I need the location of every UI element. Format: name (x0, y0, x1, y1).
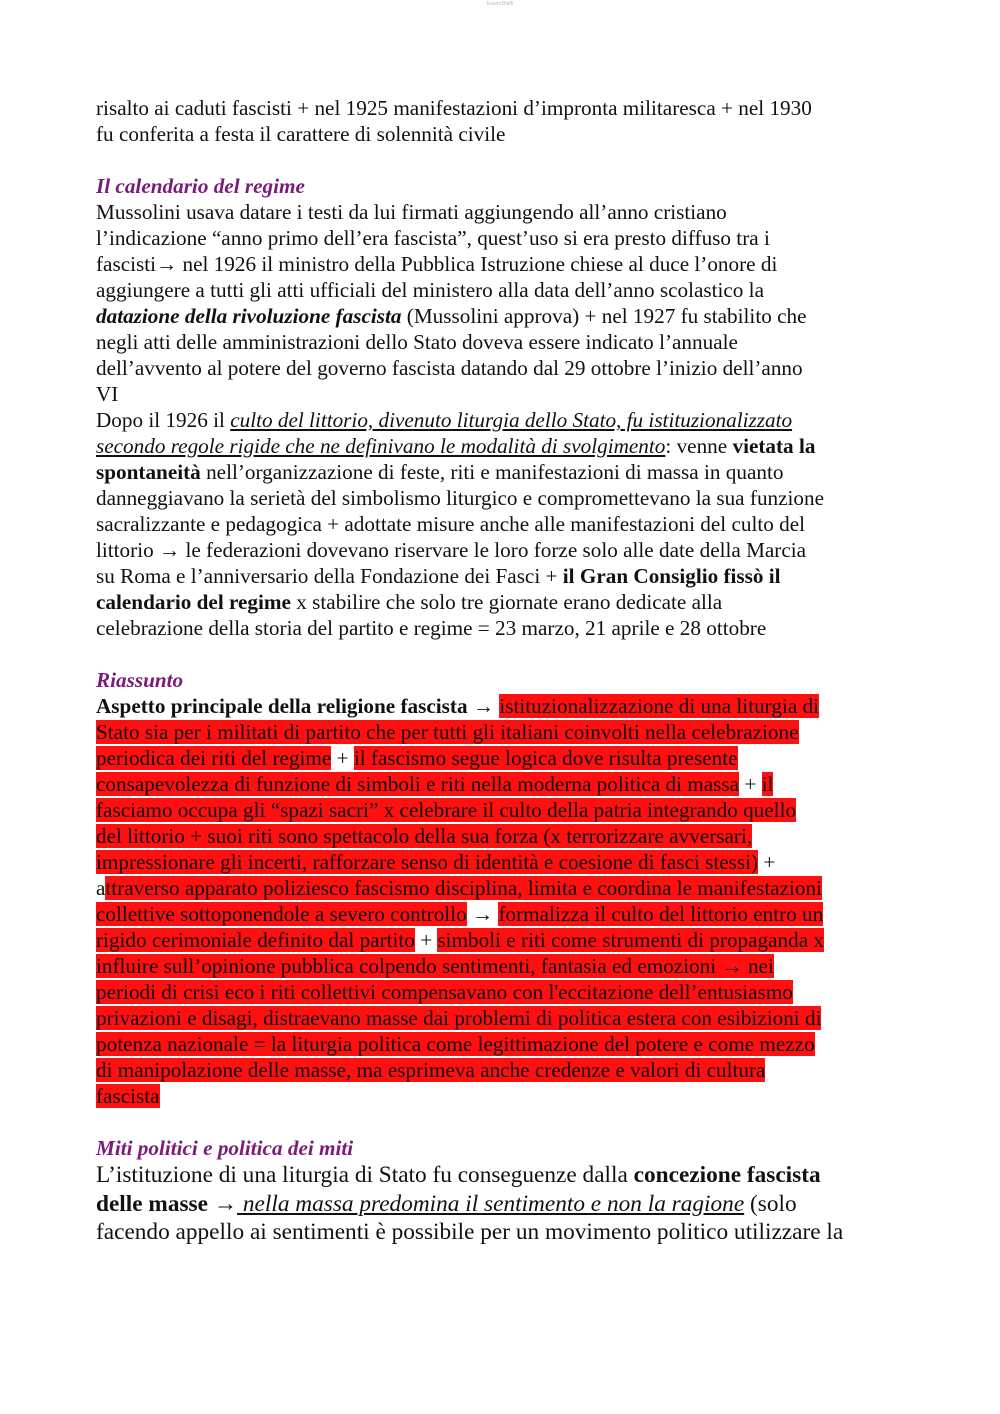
text-span: Dopo il 1926 il (96, 408, 231, 432)
text-span: a (96, 876, 106, 900)
highlighted-text: Stato sia per i militati di partito che per tutti gli italiani coinvolti nella celebrazione (96, 720, 799, 744)
paragraph-line (96, 745, 908, 771)
paragraph-line (96, 901, 908, 927)
paragraph-line (96, 589, 908, 615)
paragraph-line (96, 719, 908, 745)
highlighted-text: periodica dei riti del regime (96, 746, 332, 770)
bold-italic-term: datazione della rivoluzione fascista (96, 304, 402, 328)
bold-term: concezione fascista (633, 1162, 821, 1188)
paragraph-line: littorio → le federazioni dovevano riservare le loro forze solo alle date della Marcia (96, 538, 807, 562)
highlighted-text: del littorio + suoi riti sono spettacolo della sua forza (x terrorizzare avversari, (96, 824, 753, 848)
paragraph-line (96, 563, 908, 589)
text-span: + (414, 928, 438, 952)
watermark: Esami.Blaffi (486, 1, 514, 7)
underlined-italic-text: nella massa predomina il sentimento e non la ragione (237, 1190, 745, 1217)
paragraph-line (96, 875, 908, 901)
paragraph-line (96, 953, 908, 979)
text-span: + (758, 850, 776, 874)
bold-term: calendario del regime (96, 590, 291, 614)
highlighted-text: istituzionalizzazione di una liturgia di (499, 694, 820, 718)
highlighted-text: fasciamo occupa gli “spazi sacri” x celebrare il culto della patria integrando quello (96, 798, 797, 822)
highlighted-text: rigido cerimoniale definito dal partito (96, 928, 415, 952)
bold-term: vietata la (732, 434, 816, 458)
highlighted-text: formalizza il culto del littorio entro un (498, 902, 824, 926)
bold-term: il Gran Consiglio fissò il (562, 564, 781, 588)
paragraph-line: fascisti→ nel 1926 il ministro della Pubblica Istruzione chiese al duce l’onore di (96, 252, 778, 276)
paragraph-line (96, 849, 908, 875)
paragraph-line (96, 433, 908, 459)
paragraph-line: negli atti delle amministrazioni dello Stato doveva essere indicato l’annuale (96, 330, 738, 354)
highlighted-text: fascista (96, 1084, 160, 1108)
paragraph-line: Mussolini usava datare i testi da lui firmati aggiungendo all’anno cristiano (96, 200, 727, 224)
paragraph-line (96, 927, 908, 953)
highlighted-text: il fascismo segue logica dove risulta presente (353, 746, 738, 770)
paragraph-line: dell’avvento al potere del governo fascista datando dal 29 ottobre l’inizio dell’anno (96, 356, 803, 380)
highlighted-text: periodi di crisi eco i riti collettivi compensavano con l'eccitazione dell’entusiasmo (96, 980, 793, 1004)
paragraph-line (96, 407, 908, 433)
spacer (96, 1109, 908, 1135)
highlighted-text: simboli e riti come strumenti di propaganda x (437, 928, 825, 952)
highlighted-text: impressionare gli incerti, rafforzare senso di identità e coesione di fasci stessi) (96, 850, 759, 874)
highlighted-text: collettive sottoponendole a severo controllo (96, 902, 467, 926)
text-span: + (331, 746, 354, 770)
text-span: (solo (744, 1190, 797, 1217)
paragraph-line (96, 1031, 908, 1057)
paragraph-line: danneggiavano la serietà del simbolismo liturgico e compromettevano la sua funzione (96, 486, 825, 510)
bold-term: delle masse → (96, 1190, 238, 1217)
paragraph-line (96, 797, 908, 823)
paragraph-line: VI (96, 382, 119, 406)
paragraph-line: fu conferita a festa il carattere di solennità civile (96, 122, 506, 146)
underlined-italic-text: culto del littorio, divenuto liturgia dello Stato, fu istituzionalizzato (230, 408, 793, 432)
highlighted-text: privazioni e disagi, distraevano masse dai problemi di politica estera con esibizioni di (96, 1006, 822, 1030)
paragraph-line (96, 771, 908, 797)
highlighted-text: il (761, 772, 774, 796)
paragraph-line (96, 1161, 908, 1190)
spacer (96, 641, 908, 667)
paragraph-line (96, 979, 908, 1005)
highlighted-text: di manipolazione delle masse, ma esprimeva anche credenze e valori di cultura (96, 1058, 766, 1082)
text-span: : venne (665, 434, 733, 458)
document-page (96, 95, 908, 1247)
paragraph-line (96, 1190, 908, 1219)
section-heading-miti: Miti politici e politica dei miti (96, 1136, 354, 1160)
paragraph-line (96, 1005, 908, 1031)
paragraph-line (96, 693, 908, 719)
paragraph-line (96, 1057, 908, 1083)
text-span: + (739, 772, 762, 796)
paragraph-line: facendo appello ai sentimenti è possibile per un movimento politico utilizzare la (96, 1219, 844, 1245)
text-span: (Mussolini approva) + nel 1927 fu stabilito che (401, 304, 807, 328)
paragraph-line: celebrazione della storia del partito e regime = 23 marzo, 21 aprile e 28 ottobre (96, 616, 767, 640)
text-span: → (466, 902, 499, 926)
paragraph-line: risalto ai caduti fascisti + nel 1925 manifestazioni d’impronta militaresca + nel 1930 (96, 96, 812, 120)
paragraph-line (96, 823, 908, 849)
paragraph-line (96, 459, 908, 485)
bold-term: spontaneità (96, 460, 201, 484)
paragraph-line (96, 1083, 908, 1109)
paragraph-line: l’indicazione “anno primo dell’era fascista”, quest’uso si era presto diffuso tra i (96, 226, 770, 250)
highlighted-text: consapevolezza di funzione di simboli e riti nella moderna politica di massa (96, 772, 740, 796)
text-span: x stabilire che solo tre giornate erano dedicate alla (290, 590, 723, 614)
highlighted-text: influire sull’opinione pubblica colpendo sentimenti, fantasia ed emozioni → nei (96, 954, 774, 978)
highlighted-text: potenza nazionale = la liturgia politica come legittimazione del potere e come mezzo (96, 1032, 815, 1056)
text-span: su Roma e l’anniversario della Fondazione dei Fasci + (96, 564, 563, 588)
text-span: L’istituzione di una liturgia di Stato fu conseguenze dalla (96, 1162, 634, 1188)
section-heading-calendario: Il calendario del regime (96, 174, 305, 198)
text-span: nell’organizzazione di feste, riti e manifestazioni di massa in quanto (200, 460, 784, 484)
bold-term: Aspetto principale della religione fascista (96, 694, 468, 718)
highlighted-text: ttraverso apparato poliziesco fascismo disciplina, limita e coordina le manifestazioni (105, 876, 823, 900)
text-span: → (467, 694, 500, 718)
section-heading-riassunto: Riassunto (96, 668, 184, 692)
underlined-italic-text: secondo regole rigide che ne definivano le modalità di svolgimento (96, 434, 666, 458)
paragraph-line (96, 303, 908, 329)
paragraph-line: aggiungere a tutti gli atti ufficiali del ministero alla data dell’anno scolastico la (96, 278, 764, 302)
paragraph-line: sacralizzante e pedagogica + adottate misure anche alle manifestazioni del culto del (96, 512, 806, 536)
spacer (96, 147, 908, 173)
